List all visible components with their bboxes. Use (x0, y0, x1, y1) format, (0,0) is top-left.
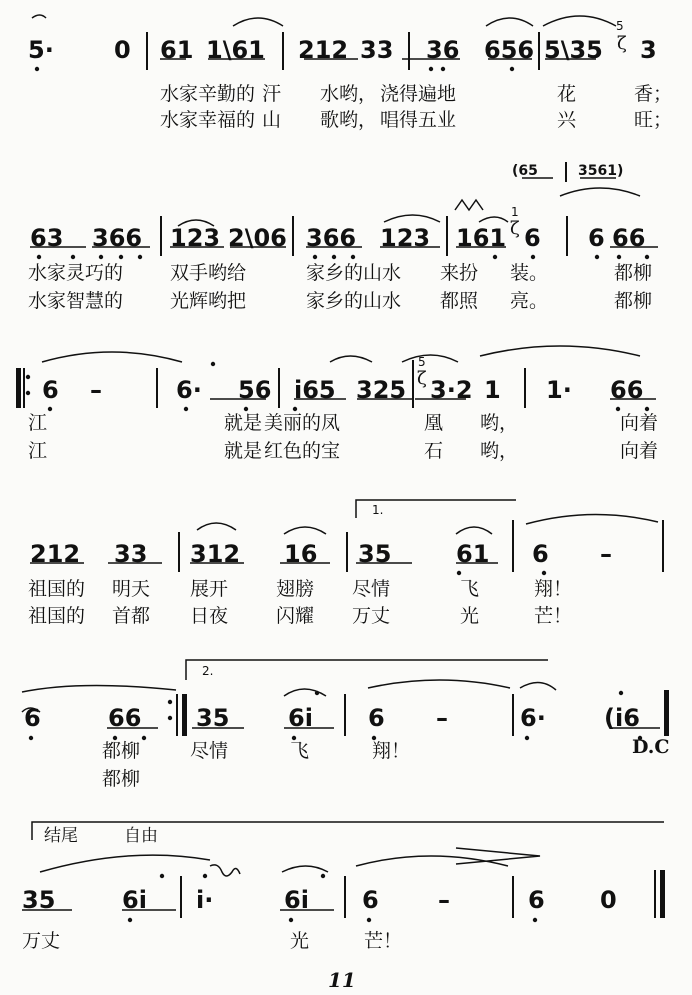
barline (538, 32, 540, 70)
slur (40, 855, 210, 872)
note: 1· (546, 376, 572, 404)
note: i· (196, 886, 214, 914)
octave-dot-upper (211, 362, 215, 366)
slur (560, 188, 640, 196)
note: 66 (612, 224, 646, 252)
note: 212 (298, 36, 349, 64)
note: 3 (640, 36, 657, 64)
parenthesized-notes: (65 (512, 163, 538, 179)
lyric: 香； (634, 83, 673, 105)
slur (479, 217, 508, 222)
barline (282, 32, 284, 70)
octave-dot-upper (203, 874, 207, 878)
lyric: 来扮 (440, 262, 479, 284)
note: 35 (196, 704, 230, 732)
octave-dot (313, 255, 317, 259)
lyric: 水家幸福的 (160, 109, 256, 131)
octave-dot (351, 255, 355, 259)
volta-bracket (186, 660, 548, 680)
lyric: 都柳 (614, 290, 653, 312)
note: 6i (288, 704, 313, 732)
octave-dot (128, 918, 132, 922)
note: 6 (368, 704, 385, 732)
slur (520, 682, 556, 690)
barline (344, 876, 346, 918)
note: 6 (528, 886, 545, 914)
lyric: 展开 (190, 578, 229, 600)
octave-dot (293, 407, 297, 411)
grace-note: 1 (511, 205, 519, 219)
note: 0 (114, 36, 131, 64)
note: 656 (484, 36, 535, 64)
lyric: 芒！ (534, 605, 573, 627)
note: 5\35 (544, 36, 603, 64)
lyric: 明天 (112, 578, 151, 600)
lyric: 芒！ (364, 930, 403, 952)
end-barline (664, 690, 669, 736)
barline (512, 694, 514, 736)
volta-number: 1. (372, 503, 384, 517)
octave-dot (429, 67, 433, 71)
octave-dot (332, 255, 336, 259)
barline (160, 216, 162, 256)
note: 33 (114, 540, 148, 568)
lyric: 都柳 (102, 768, 141, 790)
lyric: 光辉哟把 (170, 290, 247, 312)
note: 2\06 (228, 224, 287, 252)
octave-dot-upper (160, 874, 164, 878)
lyric: 光 (460, 605, 480, 627)
note: 6· (520, 704, 546, 732)
da-capo-mark: D.C (632, 736, 670, 758)
barline (512, 520, 514, 572)
slur (233, 18, 283, 26)
lyric: 飞 (460, 578, 480, 600)
note: 6 (524, 224, 541, 252)
repeat-dot (168, 716, 172, 720)
lyric: 唱得五业 (380, 109, 457, 131)
slur (330, 356, 372, 362)
slur (284, 527, 326, 534)
lyric: 水家辛勤的 (160, 83, 256, 105)
ending-label: 结尾 (44, 826, 78, 846)
barline (524, 368, 526, 408)
octave-dot (510, 67, 514, 71)
barline (512, 876, 514, 918)
lyric: 浇得遍地 (380, 83, 457, 105)
octave-dot (645, 255, 649, 259)
octave-dot (35, 67, 39, 71)
lyric: 祖国的 (28, 605, 86, 627)
octave-dot (525, 736, 529, 740)
lyric: 都柳 (614, 262, 653, 284)
lyric: 日夜 (190, 605, 229, 627)
lyric: 水家灵巧的 (28, 262, 124, 284)
note: 6i (284, 886, 309, 914)
lyric: 飞 (290, 740, 310, 762)
note: – (90, 376, 102, 404)
lyric: 花 (557, 83, 577, 105)
lyric: 凰 (424, 412, 444, 434)
lyric: 尽情 (352, 578, 391, 600)
note: – (438, 886, 450, 914)
note: 0 (600, 886, 617, 914)
note: 366 (306, 224, 357, 252)
lyric: 首都 (112, 605, 151, 627)
slur (282, 866, 328, 872)
repeat-dot (26, 375, 30, 379)
octave-dot (142, 736, 146, 740)
lyric: 翔！ (534, 578, 573, 600)
note: i65 (294, 376, 336, 404)
lyric: 向着 (620, 440, 659, 462)
octave-dot (29, 736, 33, 740)
final-barline-thin (654, 870, 656, 918)
note: 6 (532, 540, 549, 568)
lyric: 兴 (557, 109, 577, 131)
octave-dot (71, 255, 75, 259)
barline (178, 532, 180, 572)
grace-hook: ζ (510, 218, 520, 239)
trill-mark (455, 200, 483, 210)
slur (456, 527, 492, 534)
octave-dot-upper (619, 691, 623, 695)
lyric: 汗 (262, 83, 282, 105)
barline (408, 32, 410, 70)
octave-dot-upper (315, 691, 319, 695)
note: 66 (108, 704, 142, 732)
lyric: 都柳 (102, 740, 141, 762)
note: 6 (42, 376, 59, 404)
octave-dot (289, 918, 293, 922)
note: 312 (190, 540, 241, 568)
barline (278, 368, 280, 408)
barline (565, 162, 567, 182)
note: 63 (30, 224, 64, 252)
note: 1\61 (206, 36, 265, 64)
note: 61 (160, 36, 194, 64)
octave-dot (493, 255, 497, 259)
note: 5· (28, 36, 54, 64)
barline (344, 694, 346, 736)
lyric: 水哟， (320, 83, 378, 105)
barline (156, 368, 158, 408)
lyric: 装。 (510, 262, 549, 284)
final-barline-thick (660, 870, 665, 918)
breath-mark (32, 15, 46, 18)
note: 61 (456, 540, 490, 568)
octave-dot (441, 67, 445, 71)
octave-dot-upper (321, 874, 325, 878)
lyric: 翅膀 (276, 578, 315, 600)
note: 325 (356, 376, 407, 404)
tempo-marking: 自由 (124, 826, 158, 846)
note: (i6 (604, 704, 640, 732)
lyric: 翔！ (372, 740, 411, 762)
barline (180, 876, 182, 918)
lyric: 双手哟给 (170, 262, 247, 284)
barline (346, 532, 348, 572)
lyric: 江 (28, 440, 48, 462)
page-number: 11 (328, 968, 356, 992)
volta-number: 2. (202, 664, 214, 678)
tie (22, 685, 176, 692)
octave-dot (617, 255, 621, 259)
repeat-barline-thick (182, 694, 187, 736)
barline (412, 360, 414, 408)
grace-note: 5 (418, 355, 426, 369)
note: – (436, 704, 448, 732)
octave-dot (533, 918, 537, 922)
slur (384, 215, 440, 222)
slur (197, 523, 236, 530)
octave-dot (645, 407, 649, 411)
slur (368, 680, 510, 688)
lyric: 家乡的山水 (306, 290, 402, 312)
lyric: 闪耀 (276, 605, 315, 627)
barline (566, 216, 568, 256)
octave-dot (531, 255, 535, 259)
lyric: 万丈 (352, 605, 391, 627)
note: 66 (610, 376, 644, 404)
slur (284, 689, 326, 696)
lyric: 光 (290, 930, 310, 952)
note: 35 (358, 540, 392, 568)
tie (42, 352, 182, 362)
octave-dot (99, 255, 103, 259)
grace-hook: ζ (617, 33, 627, 54)
decrescendo-mark (456, 848, 540, 864)
lyric: 山 (262, 109, 282, 131)
lyric: 就是 (224, 412, 263, 434)
note: 56 (238, 376, 272, 404)
repeat-dot (168, 700, 172, 704)
note: 6 (588, 224, 605, 252)
note: 366 (92, 224, 143, 252)
lyric: 万丈 (22, 930, 61, 952)
note: 123 (170, 224, 221, 252)
barline (292, 216, 294, 256)
lyric: 亮。 (510, 290, 549, 312)
note: 161 (456, 224, 507, 252)
note: 123 (380, 224, 431, 252)
fermata-squiggle (210, 865, 240, 876)
octave-dot (542, 571, 546, 575)
lyric: 歌哟， (320, 109, 378, 131)
lyric: 向着 (620, 412, 659, 434)
lyric: 哟， (480, 440, 519, 462)
lyric: 石 (424, 440, 444, 462)
lyric: 水家智慧的 (28, 290, 124, 312)
slur (486, 18, 533, 26)
note: 6· (176, 376, 202, 404)
repeat-barline-thick (16, 368, 21, 408)
note: 1 (484, 376, 501, 404)
note: 36 (426, 36, 460, 64)
note: 6 (362, 886, 379, 914)
octave-dot (184, 407, 188, 411)
note: 33 (360, 36, 394, 64)
repeat-barline-thin (176, 694, 178, 736)
lyric: 都照 (440, 290, 479, 312)
note: 16 (284, 540, 318, 568)
lyric: 祖国的 (28, 578, 86, 600)
lyric: 尽情 (190, 740, 229, 762)
octave-dot (367, 918, 371, 922)
slur (543, 16, 616, 26)
parenthesized-notes: 3561) (578, 163, 624, 179)
lyric: 旺； (634, 109, 673, 131)
lyric: 美丽的凤 (264, 412, 341, 434)
lyric: 就是 (224, 440, 263, 462)
grace-hook: ζ (417, 368, 427, 389)
octave-dot (616, 407, 620, 411)
lyric: 家乡的山水 (306, 262, 402, 284)
octave-dot (138, 255, 142, 259)
octave-dot (244, 407, 248, 411)
repeat-barline-thin (23, 368, 25, 408)
barline (662, 520, 664, 572)
grace-note: 5 (616, 19, 624, 33)
octave-dot (37, 255, 41, 259)
tie (526, 514, 658, 524)
barline (146, 32, 148, 70)
lyric: 红色的宝 (264, 440, 341, 462)
note: 212 (30, 540, 81, 568)
note: 35 (22, 886, 56, 914)
lyric: 江 (28, 412, 48, 434)
note: 6i (122, 886, 147, 914)
barline (446, 216, 448, 256)
repeat-dot (26, 391, 30, 395)
octave-dot (119, 255, 123, 259)
slur (480, 346, 640, 356)
note: 3·2 (430, 376, 473, 404)
lyric: 哟， (480, 412, 519, 434)
octave-dot (595, 255, 599, 259)
note: 6 (24, 704, 41, 732)
octave-dot (48, 407, 52, 411)
note: – (600, 540, 612, 568)
octave-dot (457, 571, 461, 575)
slur (402, 355, 458, 362)
